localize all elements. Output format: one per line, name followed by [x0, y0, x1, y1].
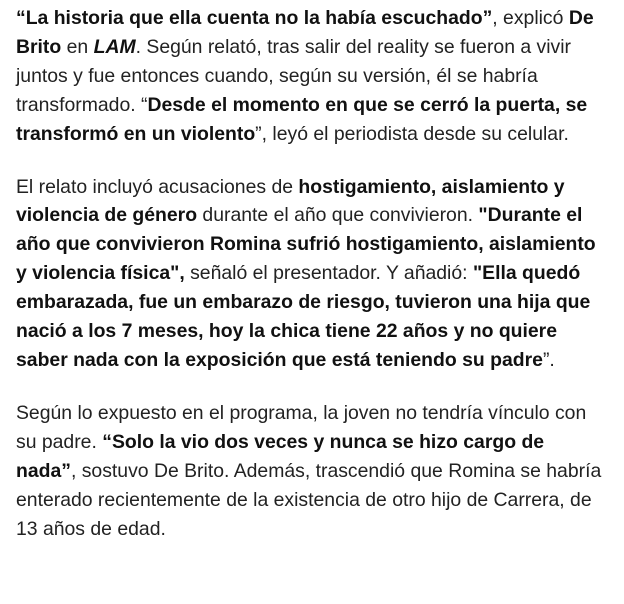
quote-bold: "Durante el año que convivieron Romina sufrió hostigamiento, aislamiento y violencia física", — [16, 204, 596, 285]
text: ”. — [542, 348, 555, 371]
quote-bold: "Ella quedó embarazada, fue un embarazo de riesgo, tuvieron una hija que nació a los 7 meses, hoy la chica tiene 22 años y no quiere saber nada con la exposición que está teniendo su padre — [16, 262, 591, 371]
text: durante el año que convivieron. — [197, 204, 479, 227]
program-name-italic: LAM — [93, 35, 136, 58]
text: señaló el presentador. Y añadió: — [184, 262, 473, 285]
text: . Según relató, tras salir del reality se fueron a vivir juntos y fue entonces cuando, según su versión, él se habría transformado. “ — [16, 35, 572, 116]
paragraph-3 — [16, 399, 608, 544]
quote-bold: “Solo la vio dos veces y nunca se hizo cargo de nada” — [16, 430, 545, 482]
paragraph-1 — [16, 4, 608, 149]
text: , sostuvo De Brito. Además, trascendió que Romina se habría enterado recientemente de la existencia de otro hijo de Carrera, de 13 años de edad. — [16, 459, 602, 540]
text: ” — [255, 122, 262, 145]
text: en — [61, 35, 94, 58]
quote-bold: “La historia que ella cuenta no la había escuchado” — [16, 7, 493, 29]
paragraph-2 — [16, 173, 608, 375]
text: , explicó — [492, 7, 569, 29]
quote-bold: Desde el momento en que se cerró la puerta, se transformó en un violento — [16, 93, 588, 145]
program-name — [94, 36, 136, 58]
name-bold: De Brito — [16, 7, 594, 58]
text: Según lo expuesto en el programa, la joven no tendría vínculo con su padre. — [16, 401, 587, 453]
text: , leyó el periodista desde su celular. — [261, 122, 569, 145]
emphasis-bold: hostigamiento, aislamiento y violencia de género — [16, 175, 565, 227]
text: El relato incluyó acusaciones de — [16, 175, 299, 198]
